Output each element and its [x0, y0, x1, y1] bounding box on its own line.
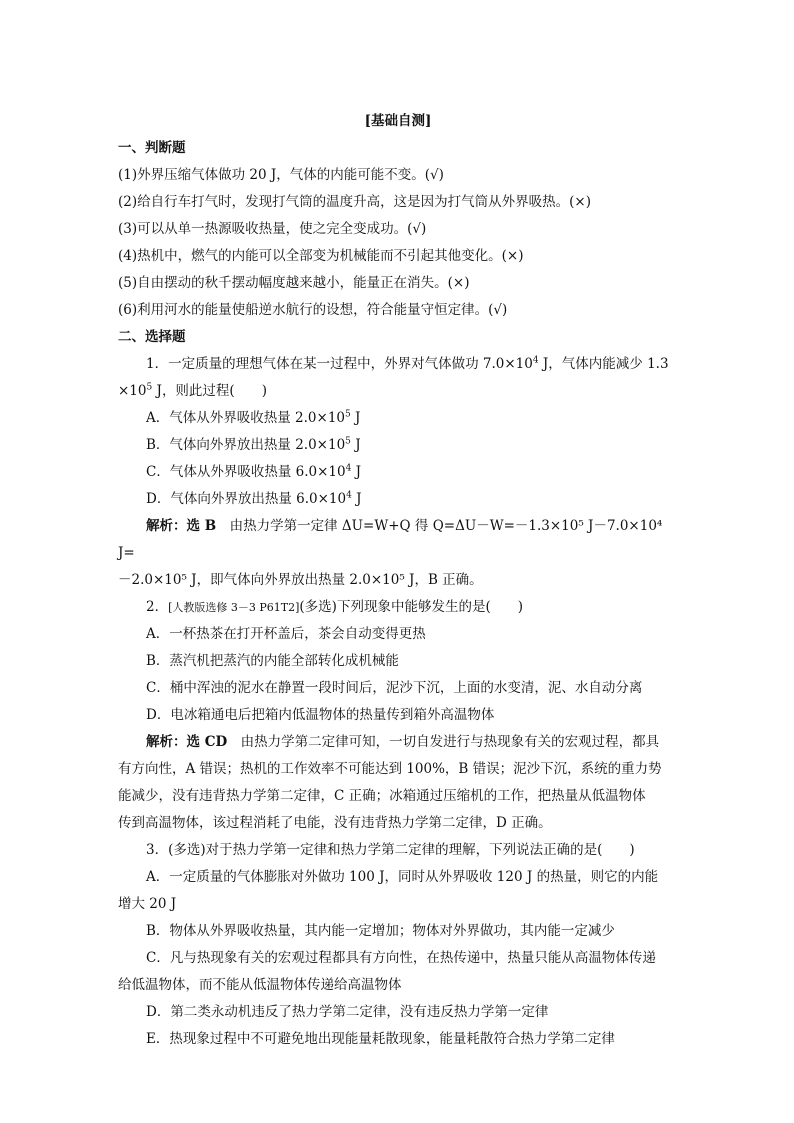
document-body: [118, 94, 678, 1053]
textbook-reference-tag: [人教版选修 3－3 P61T2]: [168, 600, 300, 614]
judgement-item-1: (1)外界压缩气体做功 20 J，气体的内能可能不变。(√): [118, 166, 444, 183]
question-2-stem: 2．[人教版选修 3－3 P61T2](多选)下列现象中能够发生的是( ): [146, 598, 523, 615]
question-1-option-a: A．气体从外界吸收热量 $2.0\times 10^5$ J: [146, 409, 361, 426]
question-2-option-c: C．桶中浑浊的泥水在静置一段时间后，泥沙下沉，上面的水变清，泥、水自动分离: [146, 679, 643, 696]
question-3-option-b: B．物体从外界吸收热量，其内能一定增加；物体对外界做功，其内能一定减少: [146, 922, 615, 939]
question-3-option-c: C．凡与热现象有关的宏观过程都具有方向性，在热传递中，热量只能从高温物体传递: [146, 949, 656, 966]
question-2-option-d: D．电冰箱通电后把箱内低温物体的热量传到箱外高温物体: [146, 706, 495, 723]
question-1-option-c: C．气体从外界吸收热量 $6.0\times 10^4$ J: [146, 463, 362, 480]
question-1-stem-cont: $\times 10^5$ J，则此过程( ): [118, 382, 267, 399]
question-2-option-a: A．一杯热茶在打开杯盖后，茶会自动变得更热: [146, 625, 426, 642]
judgement-item-6: (6)利用河水的能量使船逆水航行的设想，符合能量守恒定律。(√): [118, 301, 508, 318]
question-3-option-e: E．热现象过程中不可避免地出现能量耗散现象，能量耗散符合热力学第二定律: [146, 1030, 615, 1047]
question-1-analysis: 解析：选 B 由热力学第一定律 ΔU=W+Q 得 Q=ΔU－W=－1.3×10⁵ J－7.0×10⁴ J=: [118, 517, 663, 561]
question-2-analysis: 解析：选 CD 由热力学第二定律可知，一切自发进行与热现象有关的宏观过程，都具: [146, 733, 660, 750]
question-1-analysis-cont: －2.0×10⁵ J，即气体向外界放出热量 2.0×10⁵ J，B 正确。: [118, 571, 483, 588]
judgement-item-5: (5)自由摆动的秋千摆动幅度越来越小，能量正在消失。(×): [118, 274, 470, 291]
question-3-stem: 3．(多选)对于热力学第一定律和热力学第二定律的理解，下列说法正确的是( ): [146, 841, 635, 858]
question-2-option-b: B．蒸汽机把蒸汽的内能全部转化成机械能: [146, 652, 399, 669]
question-3-option-d: D．第二类永动机违反了热力学第二定律，没有违反热力学第一定律: [146, 1003, 549, 1020]
part1-heading: 一、判断题: [118, 139, 186, 156]
judgement-item-3: (3)可以从单一热源吸收热量，使之完全变成功。(√): [118, 220, 427, 237]
question-3-option-a-cont: 增大 20 J: [118, 895, 177, 912]
question-3-option-a: A．一定质量的气体膨胀对外做功 100 J，同时从外界吸收 120 J 的热量，则它的内能: [146, 868, 659, 885]
question-3-option-c-cont: 给低温物体，而不能从低温物体传递给高温物体: [118, 976, 402, 993]
part2-heading: 二、选择题: [118, 328, 186, 345]
question-1-option-d: D．气体向外界放出热量 $6.0\times 10^4$ J: [146, 490, 362, 507]
judgement-item-2: (2)给自行车打气时，发现打气筒的温度升高，这是因为打气筒从外界吸热。(×): [118, 193, 591, 210]
question-2-analysis-line-2: 有方向性，A 错误；热机的工作效率不可能达到 100%，B 错误；泥沙下沉，系统的重力势: [118, 760, 662, 777]
section-title: [基础自测]: [364, 112, 432, 129]
analysis-label: 解析：选 B: [146, 517, 217, 534]
question-1-option-b: B．气体向外界放出热量 $2.0\times 10^5$ J: [146, 436, 361, 453]
question-2-analysis-line-4: 传到高温物体，该过程消耗了电能，没有违背热力学第二定律，D 正确。: [118, 814, 552, 831]
question-2-analysis-line-3: 能减少，没有违背热力学第二定律，C 正确；冰箱通过压缩机的工作，把热量从低温物体: [118, 787, 646, 804]
judgement-item-4: (4)热机中，燃气的内能可以全部变为机械能而不引起其他变化。(×): [118, 247, 524, 264]
analysis-label: 解析：选 CD: [146, 733, 228, 750]
question-1-stem: 1．一定质量的理想气体在某一过程中，外界对气体做功 $7.0\times 10^4$ J，气体内能减少 1.3: [146, 355, 669, 372]
